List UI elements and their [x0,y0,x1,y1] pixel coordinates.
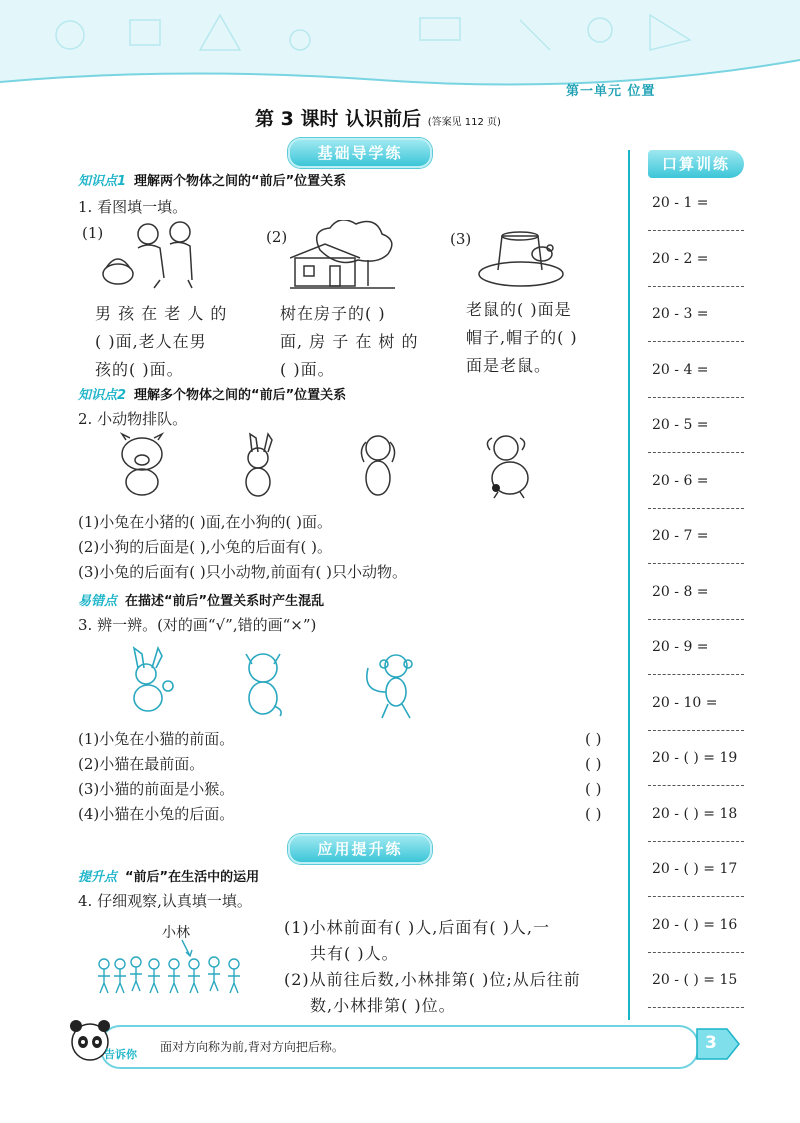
header-banner [0,0,800,95]
answer-line [648,397,744,398]
tree-and-house-illustration [290,220,400,292]
mental-math-item[interactable]: 20 - 7 = [652,528,709,544]
kp3-badge: 易错点 [78,594,118,609]
kp4-text: “前后”在生活中的运用 [125,870,260,885]
mental-math-item[interactable]: 20 - ( ) = 18 [652,805,738,822]
sidebar-title: 口算训练 [648,150,744,178]
q1-p3-line1[interactable]: 老鼠的( )面是 [466,300,572,319]
answer-line [648,841,744,842]
q3-answer-3[interactable]: ( ) [585,780,602,798]
answer-line [648,730,744,731]
sheep-illustration [484,432,534,500]
kids-queue-illustration [94,938,254,998]
q3-answer-4[interactable]: ( ) [585,805,602,823]
mental-math-item[interactable]: 20 - 6 = [652,472,709,489]
mental-math-item[interactable]: 20 - 3 = [652,306,709,322]
q4-line-1[interactable]: (1)小林前面有( )人,后面有( )人,一 [284,918,550,937]
q4-title: 4. 仔细观察,认真填一填。 [78,892,252,910]
hat-and-mouse-illustration [476,228,566,288]
page-number-badge [695,1027,741,1061]
tip-text: 面对方向称为前,背对方向把后称。 [160,1040,344,1054]
answer-line [648,230,744,231]
answer-line [648,563,744,564]
rabbit-illustration [238,432,278,500]
q2-line-2[interactable]: (2)小狗的后面是( ),小兔的后面有( )。 [78,538,332,556]
answer-line [648,896,744,897]
q1-part3-text [466,296,636,380]
answer-line [648,619,744,620]
q1-title: 1. 看图填一填。 [78,198,188,216]
unit-label: 第一单元 位置 [566,84,656,99]
q3-line-4: (4)小猫在小兔的后面。 [78,805,235,823]
q3-title: 3. 辨一辨。(对的画“√”,错的画“×”) [78,616,317,634]
q3-answer-2[interactable]: ( ) [585,755,602,773]
mental-math-item[interactable]: 20 - 5 = [652,417,709,433]
kp3-text: 在描述“前后”位置关系时产生混乱 [125,594,325,609]
q4-line-4[interactable]: 数,小林排第( )位。 [310,996,456,1015]
q1-part1-text [95,300,265,384]
answer-line [648,508,744,509]
sidebar-divider [628,150,630,1020]
q2-title: 2. 小动物排队。 [78,410,188,428]
kp1-text: 理解两个物体之间的“前后”位置关系 [134,174,347,189]
q2-line-1[interactable]: (1)小兔在小猪的( )面,在小狗的( )面。 [78,513,332,531]
q1-p2-line1[interactable]: 树在房子的( ) [280,304,386,323]
mental-math-item[interactable]: 20 - 4 = [652,361,709,378]
answer-line [648,341,744,342]
q1-part2-text [280,300,450,384]
q2-line-3[interactable]: (3)小兔的后面有( )只小动物,前面有( )只小动物。 [78,563,407,581]
q1-label-1: (1) [82,224,104,242]
answer-line [648,785,744,786]
pig-illustration [118,432,166,498]
q1-p3-line3: 面是老鼠。 [466,356,552,375]
q3-line-2: (2)小猫在最前面。 [78,755,205,773]
section-basic: 基础导学练 [288,138,432,168]
kp4-badge: 提升点 [78,870,118,885]
dog-illustration [356,432,402,500]
knowledge-point-1 [78,170,346,189]
boy-and-grandpa-illustration [100,218,210,290]
mental-math-item[interactable]: 20 - 9 = [652,639,709,655]
lesson-title: 第 3 课时 认识前后 [255,108,422,130]
q4-line-3[interactable]: (2)从前往后数,小林排第( )位;从后往前 [284,970,581,989]
q3-line-1: (1)小兔在小猫的前面。 [78,730,235,748]
kp1-badge: 知识点1 [78,174,127,189]
mental-math-item[interactable]: 20 - 8 = [652,583,709,600]
xiaolin-label: 小林 [162,925,190,941]
mental-math-item[interactable]: 20 - ( ) = 17 [652,861,738,877]
q1-p1-line3[interactable]: 孩的( )面。 [95,360,184,379]
q3-answer-1[interactable]: ( ) [585,730,602,748]
q1-p3-line2[interactable]: 帽子,帽子的( ) [466,328,578,347]
mental-math-item[interactable]: 20 - 1 = [652,195,709,211]
q3-line-3: (3)小猫的前面是小猴。 [78,780,235,798]
mental-math-item[interactable]: 20 - 2 = [652,250,709,267]
mental-math-item[interactable]: 20 - ( ) = 19 [652,750,738,766]
q1-p2-line2: 面, 房 子 在 树 的 [280,332,419,351]
answer-line [648,1007,744,1008]
rabbit-illustration-2 [124,646,176,714]
tell-you-label: 告诉你 [104,1048,137,1061]
monkey-illustration [358,652,420,722]
mental-math-item[interactable]: 20 - ( ) = 15 [652,972,738,988]
mental-math-item[interactable]: 20 - 10 = [652,694,718,711]
answer-line [648,286,744,287]
section-apply: 应用提升练 [288,834,432,864]
knowledge-point-2 [78,384,346,403]
q1-p2-line3[interactable]: ( )面。 [280,360,335,379]
error-point [78,590,324,609]
q1-label-2: (2) [266,228,288,246]
improve-point [78,866,259,885]
answer-line [648,452,744,453]
answer-reference: (答案见 112 页) [427,117,501,128]
page-number: 3 [705,1033,717,1053]
answer-line [648,674,744,675]
mental-math-item[interactable]: 20 - ( ) = 16 [652,916,738,933]
kp2-badge: 知识点2 [78,388,127,403]
q1-label-3: (3) [450,230,472,248]
q4-line-2[interactable]: 共有( )人。 [310,944,399,963]
page-title [255,104,501,131]
kp2-text: 理解多个物体之间的“前后”位置关系 [134,388,347,403]
q1-p1-line2[interactable]: ( )面,老人在男 [95,332,207,351]
q1-p1-line1: 男 孩 在 老 人 的 [95,304,228,323]
cat-illustration [240,648,286,718]
answer-line [648,952,744,953]
